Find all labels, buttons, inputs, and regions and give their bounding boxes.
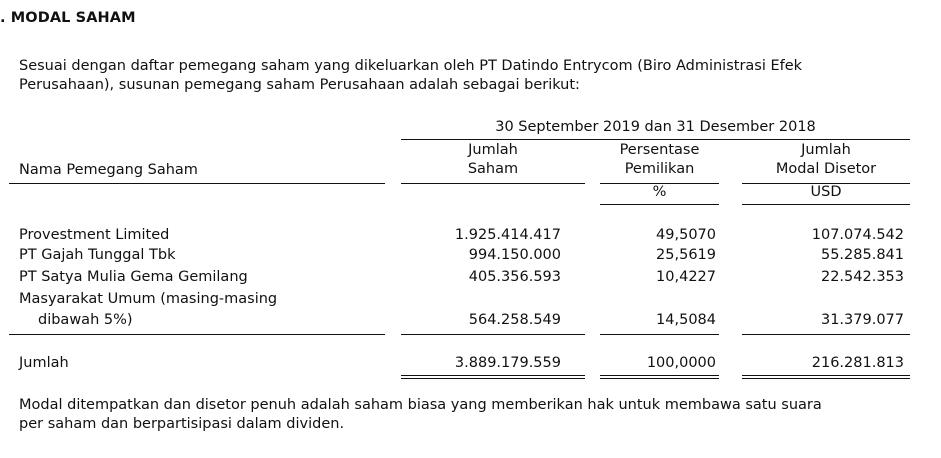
intro-line-2: Perusahaan), susunan pemegang saham Perusahaan adalah sebagai berikut:: [19, 77, 580, 93]
total-capital-double-underline-2: [742, 378, 910, 379]
total-pct-double-underline-1: [600, 375, 719, 376]
closing-paragraph: [19, 396, 822, 434]
total-shares: 3.889.179.559: [454, 355, 561, 371]
row-4-capital: 31.379.077: [820, 312, 904, 328]
rows-shares-underline: [401, 334, 585, 335]
col-shares-header-line2: Saham: [467, 161, 519, 177]
row-2-shares: 994.150.000: [468, 247, 561, 263]
col-capital-unit: USD: [810, 184, 842, 200]
row-3-name: PT Satya Mulia Gema Gemilang: [19, 269, 248, 285]
col-shares-underline: [401, 183, 585, 184]
row-3-capital: 22.542.353: [820, 269, 904, 285]
col-shares-header-line1: Jumlah: [468, 142, 518, 158]
period-underline: [401, 139, 910, 140]
total-shares-double-underline-1: [401, 375, 585, 376]
col-pct-header-line1: Persentase: [619, 142, 700, 158]
total-shares-double-underline-2: [401, 378, 585, 379]
total-capital: 216.281.813: [811, 355, 904, 371]
row-2-pct: 25,5619: [656, 247, 716, 263]
row-4-name: Masyarakat Umum (masing-masing: [19, 291, 278, 307]
col-capital-underline: [742, 183, 910, 184]
rows-capital-underline: [742, 334, 910, 335]
period-header: 30 September 2019 dan 31 Desember 2018: [495, 119, 816, 135]
total-capital-double-underline-1: [742, 375, 910, 376]
col-name-underline: [9, 183, 385, 184]
row-4-pct: 14,5084: [656, 312, 716, 328]
col-pct-unit: %: [652, 184, 667, 200]
total-label: Jumlah: [19, 355, 69, 371]
total-pct-double-underline-2: [600, 378, 719, 379]
col-pct-underline: [600, 183, 719, 184]
closing-line-1: Modal ditempatkan dan disetor penuh adalah saham biasa yang memberikan hak untuk membawa satu suara: [19, 397, 822, 413]
row-1-capital: 107.074.542: [811, 227, 904, 243]
section-title: . MODAL SAHAM: [0, 10, 136, 26]
rows-pct-underline: [600, 334, 719, 335]
intro-line-1: Sesuai dengan daftar pemegang saham yang dikeluarkan oleh PT Datindo Entrycom (Biro Administrasi Efek: [19, 58, 803, 74]
row-4-name-continued: dibawah 5%): [38, 312, 133, 328]
row-2-name: PT Gajah Tunggal Tbk: [19, 247, 176, 263]
capital-unit-underline: [742, 204, 910, 205]
row-1-shares: 1.925.414.417: [454, 227, 561, 243]
col-name-header: Nama Pemegang Saham: [19, 162, 198, 178]
total-pct: 100,0000: [646, 355, 716, 371]
col-pct-header-line2: Pemilikan: [624, 161, 695, 177]
pct-unit-underline: [600, 204, 719, 205]
closing-line-2: per saham dan berpartisipasi dalam dividen.: [19, 416, 345, 432]
intro-paragraph: [19, 57, 802, 95]
row-4-shares: 564.258.549: [468, 312, 561, 328]
rows-name-underline: [9, 334, 385, 335]
row-1-pct: 49,5070: [656, 227, 716, 243]
row-1-name: Provestment Limited: [19, 227, 170, 243]
row-3-shares: 405.356.593: [468, 269, 561, 285]
col-capital-header-line2: Modal Disetor: [775, 161, 877, 177]
row-3-pct: 10,4227: [656, 269, 716, 285]
col-capital-header-line1: Jumlah: [801, 142, 851, 158]
row-2-capital: 55.285.841: [820, 247, 904, 263]
